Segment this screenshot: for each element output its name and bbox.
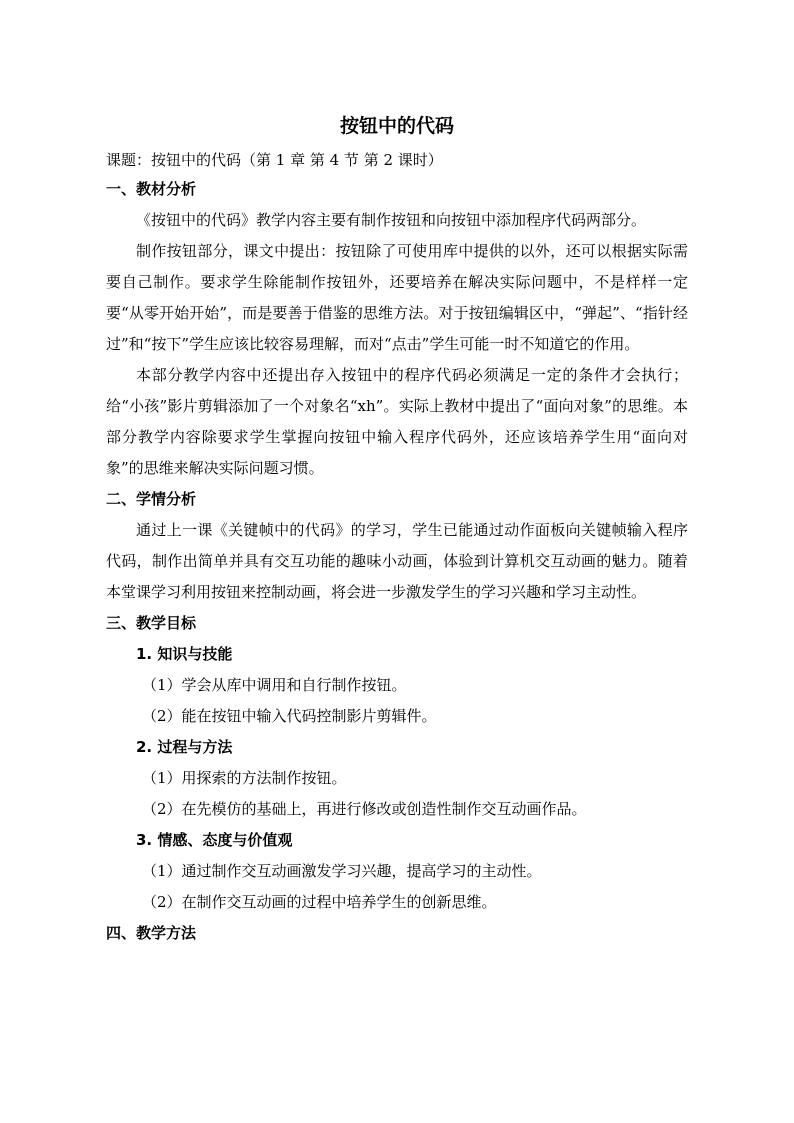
section-heading-textbook-analysis: 一、教材分析 xyxy=(106,180,197,198)
paragraph: 《按钮中的代码》教学内容主要有制作按钮和向按钮中添加程序代码两部分。 xyxy=(136,211,647,229)
subheading-process-method: 2. 过程与方法 xyxy=(136,738,233,756)
goal-item: （1）通过制作交互动画激发学习兴趣，提高学习的主动性。 xyxy=(142,862,542,880)
section-heading-teaching-methods: 四、教学方法 xyxy=(106,924,197,942)
paragraph: 通过上一课《关键帧中的代码》的学习，学生已能通过动作面板向关键帧输入程序代码，制作出简单并具有交互功能的趣味小动画，体验到计算机交互动画的魅力。随着本堂课学习利用按钮来控制动画，将会进一步激发学生的学习兴趣和学习主动性。 xyxy=(106,521,688,601)
section-heading-teaching-goals: 三、教学目标 xyxy=(106,614,197,632)
goal-item: （2）在先模仿的基础上，再进行修改或创造性制作交互动画作品。 xyxy=(142,800,587,818)
goal-item: （1）用探索的方法制作按钮。 xyxy=(142,769,347,787)
document-page xyxy=(106,112,688,949)
paragraph: 本部分教学内容中还提出存入按钮中的程序代码必须满足一定的条件才会执行；给“小孩”影片剪辑添加了一个对象名“xh”。实际上教材中提出了“面向对象”的思维。本部分教学内容除要求学生掌握向按钮中输入程序代码外，还应该培养学生用“面向对象”的思维来解决实际问题习惯。 xyxy=(106,366,688,477)
goal-item: （2）能在按钮中输入代码控制影片剪辑件。 xyxy=(142,707,437,725)
section-heading-student-analysis: 二、学情分析 xyxy=(106,490,197,508)
document-title: 按钮中的代码 xyxy=(339,115,454,137)
subheading-knowledge-skills: 1. 知识与技能 xyxy=(136,645,233,663)
paragraph: 制作按钮部分，课文中提出：按钮除了可使用库中提供的以外，还可以根据实际需要自己制作。要求学生除能制作按钮外，还要培养在解决实际问题中，不是样样一定要“从零开始开始”，而是要善于借鉴的思维方法。对于按钮编辑区中，“弹起”、“指针经过”和“按下”学生应该比较容易理解，而对“点击”学生可能一时不知道它的作用。 xyxy=(106,242,688,353)
lesson-subject: 课题：按钮中的代码（第 1 章 第 4 节 第 2 课时） xyxy=(106,151,443,169)
goal-item: （1）学会从库中调用和自行制作按钮。 xyxy=(142,676,407,694)
goal-item: （2）在制作交互动画的过程中培养学生的创新思维。 xyxy=(142,893,497,911)
subheading-emotion-values: 3. 情感、态度与价值观 xyxy=(136,831,293,849)
